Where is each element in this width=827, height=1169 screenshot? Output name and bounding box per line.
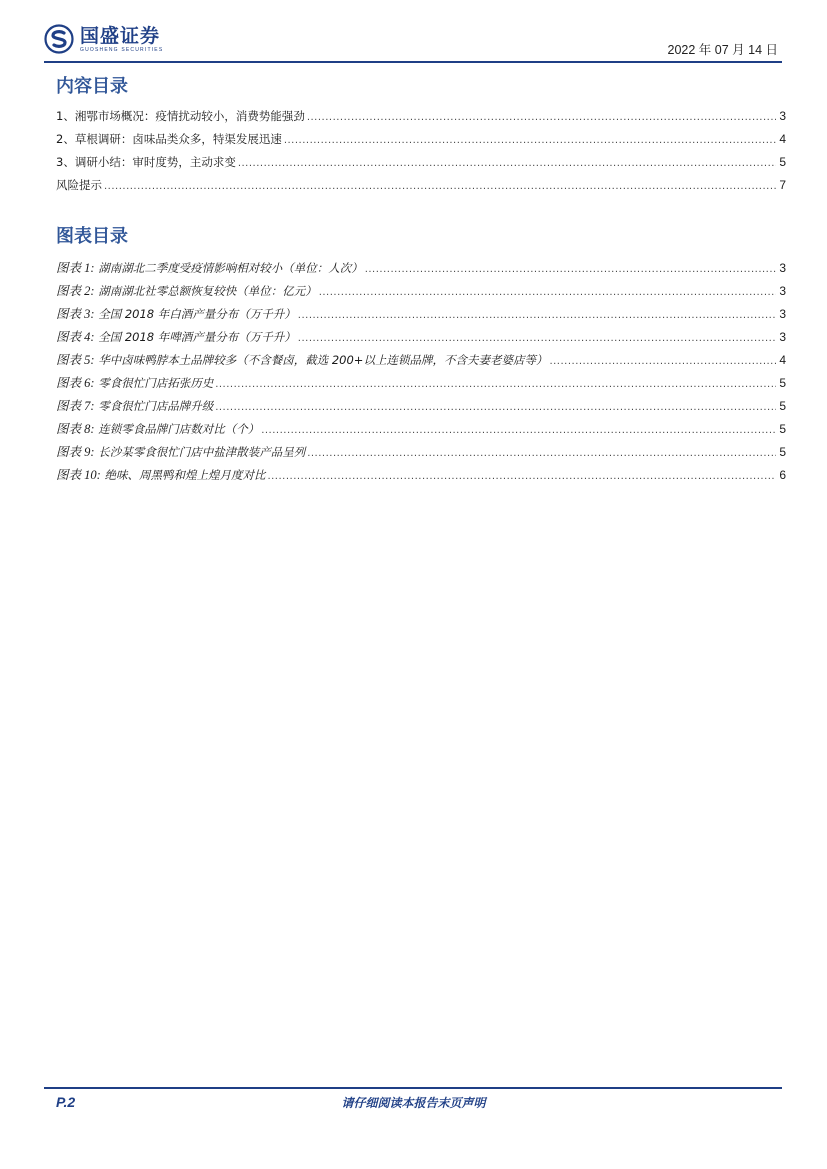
toc-leader (284, 129, 776, 152)
figure-item[interactable] (56, 303, 786, 326)
toc-page-number: 4 (779, 132, 786, 146)
figure-caption: 连锁零食品牌门店数对比（个） (98, 422, 260, 436)
figure-page-number: 6 (779, 468, 786, 482)
toc-item[interactable] (56, 105, 786, 128)
logo-text-cn: 国盛证券 (80, 25, 161, 47)
figure-item-label (56, 349, 549, 372)
figure-item[interactable] (56, 441, 786, 464)
figure-caption: 绝味、周黑鸭和煌上煌月度对比 (104, 468, 266, 482)
header-divider (44, 61, 782, 63)
toc-leader (261, 419, 776, 442)
figures-list (56, 257, 786, 487)
page-number: P.2 (56, 1094, 76, 1110)
figure-page-number: 5 (779, 445, 786, 459)
figure-item-label (56, 280, 319, 303)
figures-title: 图表目录 (56, 226, 128, 247)
toc-leader (549, 350, 776, 373)
figure-caption: 长沙某零食很忙门店中盐津散装产品呈列 (98, 445, 306, 459)
footer-disclaimer: 请仔细阅读本报告末页声明 (341, 1096, 486, 1110)
figure-caption: 湖南湖北社零总额恢复较快（单位：亿元） (98, 284, 317, 298)
figure-item-label (56, 372, 215, 395)
figure-caption: 零食很忙门店拓张历史 (98, 376, 214, 390)
toc-leader (319, 281, 777, 304)
toc-page-number: 5 (779, 155, 786, 169)
figure-number: 图表 7: (56, 399, 95, 413)
figure-page-number: 5 (779, 399, 786, 413)
company-logo (44, 24, 163, 54)
toc-leader (307, 106, 776, 129)
toc-item[interactable] (56, 151, 786, 174)
toc-item[interactable] (56, 174, 786, 197)
logo-text-en: GUOSHENG SECURITIES (80, 47, 164, 53)
figure-item[interactable] (56, 257, 786, 280)
figure-item[interactable] (56, 395, 786, 418)
figure-number: 图表 8: (56, 422, 95, 436)
toc-leader (215, 396, 776, 419)
toc-leader (298, 304, 777, 327)
toc-leader (307, 442, 776, 465)
figure-page-number: 4 (779, 353, 786, 367)
figure-number: 图表 3: (56, 307, 95, 321)
toc-leader (104, 175, 776, 198)
figure-caption: 华中卤味鸭脖本土品牌较多（不含餐卤，截选 200+以上连锁品牌，不含夫妻老婆店等） (98, 353, 548, 367)
toc-item-label: 1、湘鄂市场概况：疫情扰动较小，消费势能强劲 (56, 109, 305, 123)
figure-item[interactable] (56, 372, 786, 395)
figure-page-number: 3 (779, 284, 786, 298)
figure-number: 图表 9: (56, 445, 95, 459)
figure-number: 图表 2: (56, 284, 95, 298)
figure-item-label (56, 257, 365, 280)
figure-item-label (56, 441, 307, 464)
figure-item[interactable] (56, 280, 786, 303)
figure-item[interactable] (56, 418, 786, 441)
figure-item-label (56, 395, 215, 418)
figure-item[interactable] (56, 464, 786, 487)
toc-item-label: 风险提示 (56, 178, 102, 192)
figure-number: 图表 6: (56, 376, 95, 390)
toc-leader (365, 258, 777, 281)
figure-caption: 全国 2018 年啤酒产量分布（万千升） (98, 330, 296, 344)
figure-item-label (56, 303, 298, 326)
figure-number: 图表 1: (56, 261, 95, 275)
figure-number: 图表 4: (56, 330, 95, 344)
toc-item-label: 3、调研小结：审时度势，主动求变 (56, 155, 236, 169)
figure-item-label (56, 418, 261, 441)
footer-divider (44, 1087, 782, 1089)
figure-item-label (56, 464, 267, 487)
figure-page-number: 5 (779, 376, 786, 390)
figure-number: 图表 5: (56, 353, 95, 367)
figure-caption: 全国 2018 年白酒产量分布（万千升） (98, 307, 296, 321)
contents-title: 内容目录 (56, 76, 128, 97)
figure-caption: 湖南湖北二季度受疫情影响相对较小（单位：人次） (98, 261, 363, 275)
guosheng-logo-icon (44, 24, 74, 54)
figure-item[interactable] (56, 349, 786, 372)
figure-page-number: 3 (779, 261, 786, 275)
figure-page-number: 5 (779, 422, 786, 436)
toc-page-number: 3 (779, 109, 786, 123)
toc-item[interactable] (56, 128, 786, 151)
contents-list (56, 105, 786, 197)
report-date: 2022 年 07 月 14 日 (667, 43, 778, 57)
toc-leader (298, 327, 777, 350)
figure-page-number: 3 (779, 307, 786, 321)
figure-item-label (56, 326, 298, 349)
toc-page-number: 7 (779, 178, 786, 192)
page-header (44, 24, 782, 62)
figure-caption: 零食很忙门店品牌升级 (98, 399, 214, 413)
figure-page-number: 3 (779, 330, 786, 344)
toc-item-label: 2、草根调研：卤味品类众多，特渠发展迅速 (56, 132, 282, 146)
toc-leader (238, 152, 776, 175)
toc-leader (267, 465, 776, 488)
toc-leader (215, 373, 776, 396)
figure-item[interactable] (56, 326, 786, 349)
figure-number: 图表 10: (56, 468, 101, 482)
